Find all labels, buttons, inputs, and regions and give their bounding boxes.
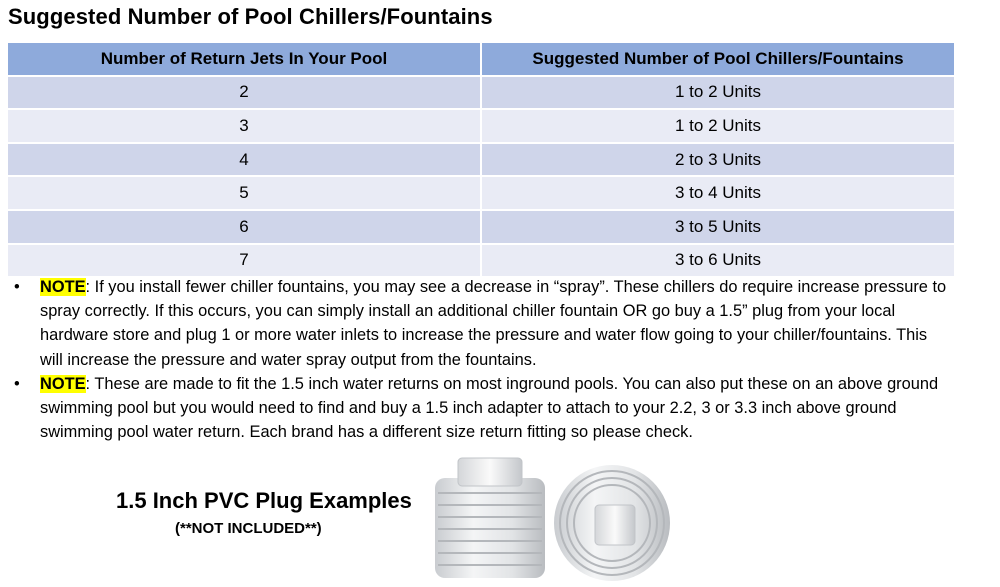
table-row xyxy=(8,109,955,143)
table-row xyxy=(8,176,955,210)
header-suggested-units: Suggested Number of Pool Chillers/Fountains xyxy=(481,43,955,76)
jets-cell: 4 xyxy=(8,143,481,177)
plug-examples-title: 1.5 Inch PVC Plug Examples xyxy=(116,488,412,513)
bullet-icon: • xyxy=(14,278,20,296)
table-row xyxy=(8,210,955,244)
table-row xyxy=(8,143,955,177)
units-cell: 2 to 3 Units xyxy=(481,143,955,177)
table-row xyxy=(8,244,955,278)
header-return-jets: Number of Return Jets In Your Pool xyxy=(8,43,481,76)
table-header-row xyxy=(8,43,955,76)
note-label: NOTE xyxy=(40,374,86,393)
note-label: NOTE xyxy=(40,278,86,296)
note-text: : If you install fewer chiller fountains, you may see a decrease in “spray”. These chillers do require increase pressure to spray correctly. If this occurs, you can simply install an additional chiller fountain OR go buy a 1.5” plug from your local hardware store and plug 1 or more water inlets to increase the pressure and water flow going to your chiller/fountains. This will increase the pressure and water spray output from the fountains. xyxy=(40,278,947,369)
bullet-icon: • xyxy=(14,374,20,393)
table-row xyxy=(8,76,955,110)
note-text: : These are made to fit the 1.5 inch water returns on most inground pools. You can also put these on an above ground swimming pool but you would need to find and buy a 1.5 inch adapter to attach to your 2.2, 3 or 3.3 inch above ground swimming pool water return. Each brand has a different size return fitting so please check. xyxy=(40,374,939,442)
list-item xyxy=(14,275,954,372)
jets-cell: 5 xyxy=(8,176,481,210)
units-cell: 3 to 5 Units xyxy=(481,210,955,244)
page-title: Suggested Number of Pool Chillers/Fountains xyxy=(8,4,493,29)
list-item xyxy=(14,372,954,445)
jets-cell: 7 xyxy=(8,244,481,278)
units-cell: 3 to 6 Units xyxy=(481,244,955,278)
units-cell: 1 to 2 Units xyxy=(481,76,955,110)
threaded-plug-icon xyxy=(435,458,545,578)
cap-plug-icon xyxy=(554,465,670,581)
jets-cell: 3 xyxy=(8,109,481,143)
units-cell: 1 to 2 Units xyxy=(481,109,955,143)
chiller-table xyxy=(8,43,956,278)
notes-list xyxy=(14,275,954,444)
jets-cell: 6 xyxy=(8,210,481,244)
plug-examples-subtitle: (**NOT INCLUDED**) xyxy=(175,520,322,537)
pvc-plug-image xyxy=(430,453,680,583)
jets-cell: 2 xyxy=(8,76,481,110)
units-cell: 3 to 4 Units xyxy=(481,176,955,210)
